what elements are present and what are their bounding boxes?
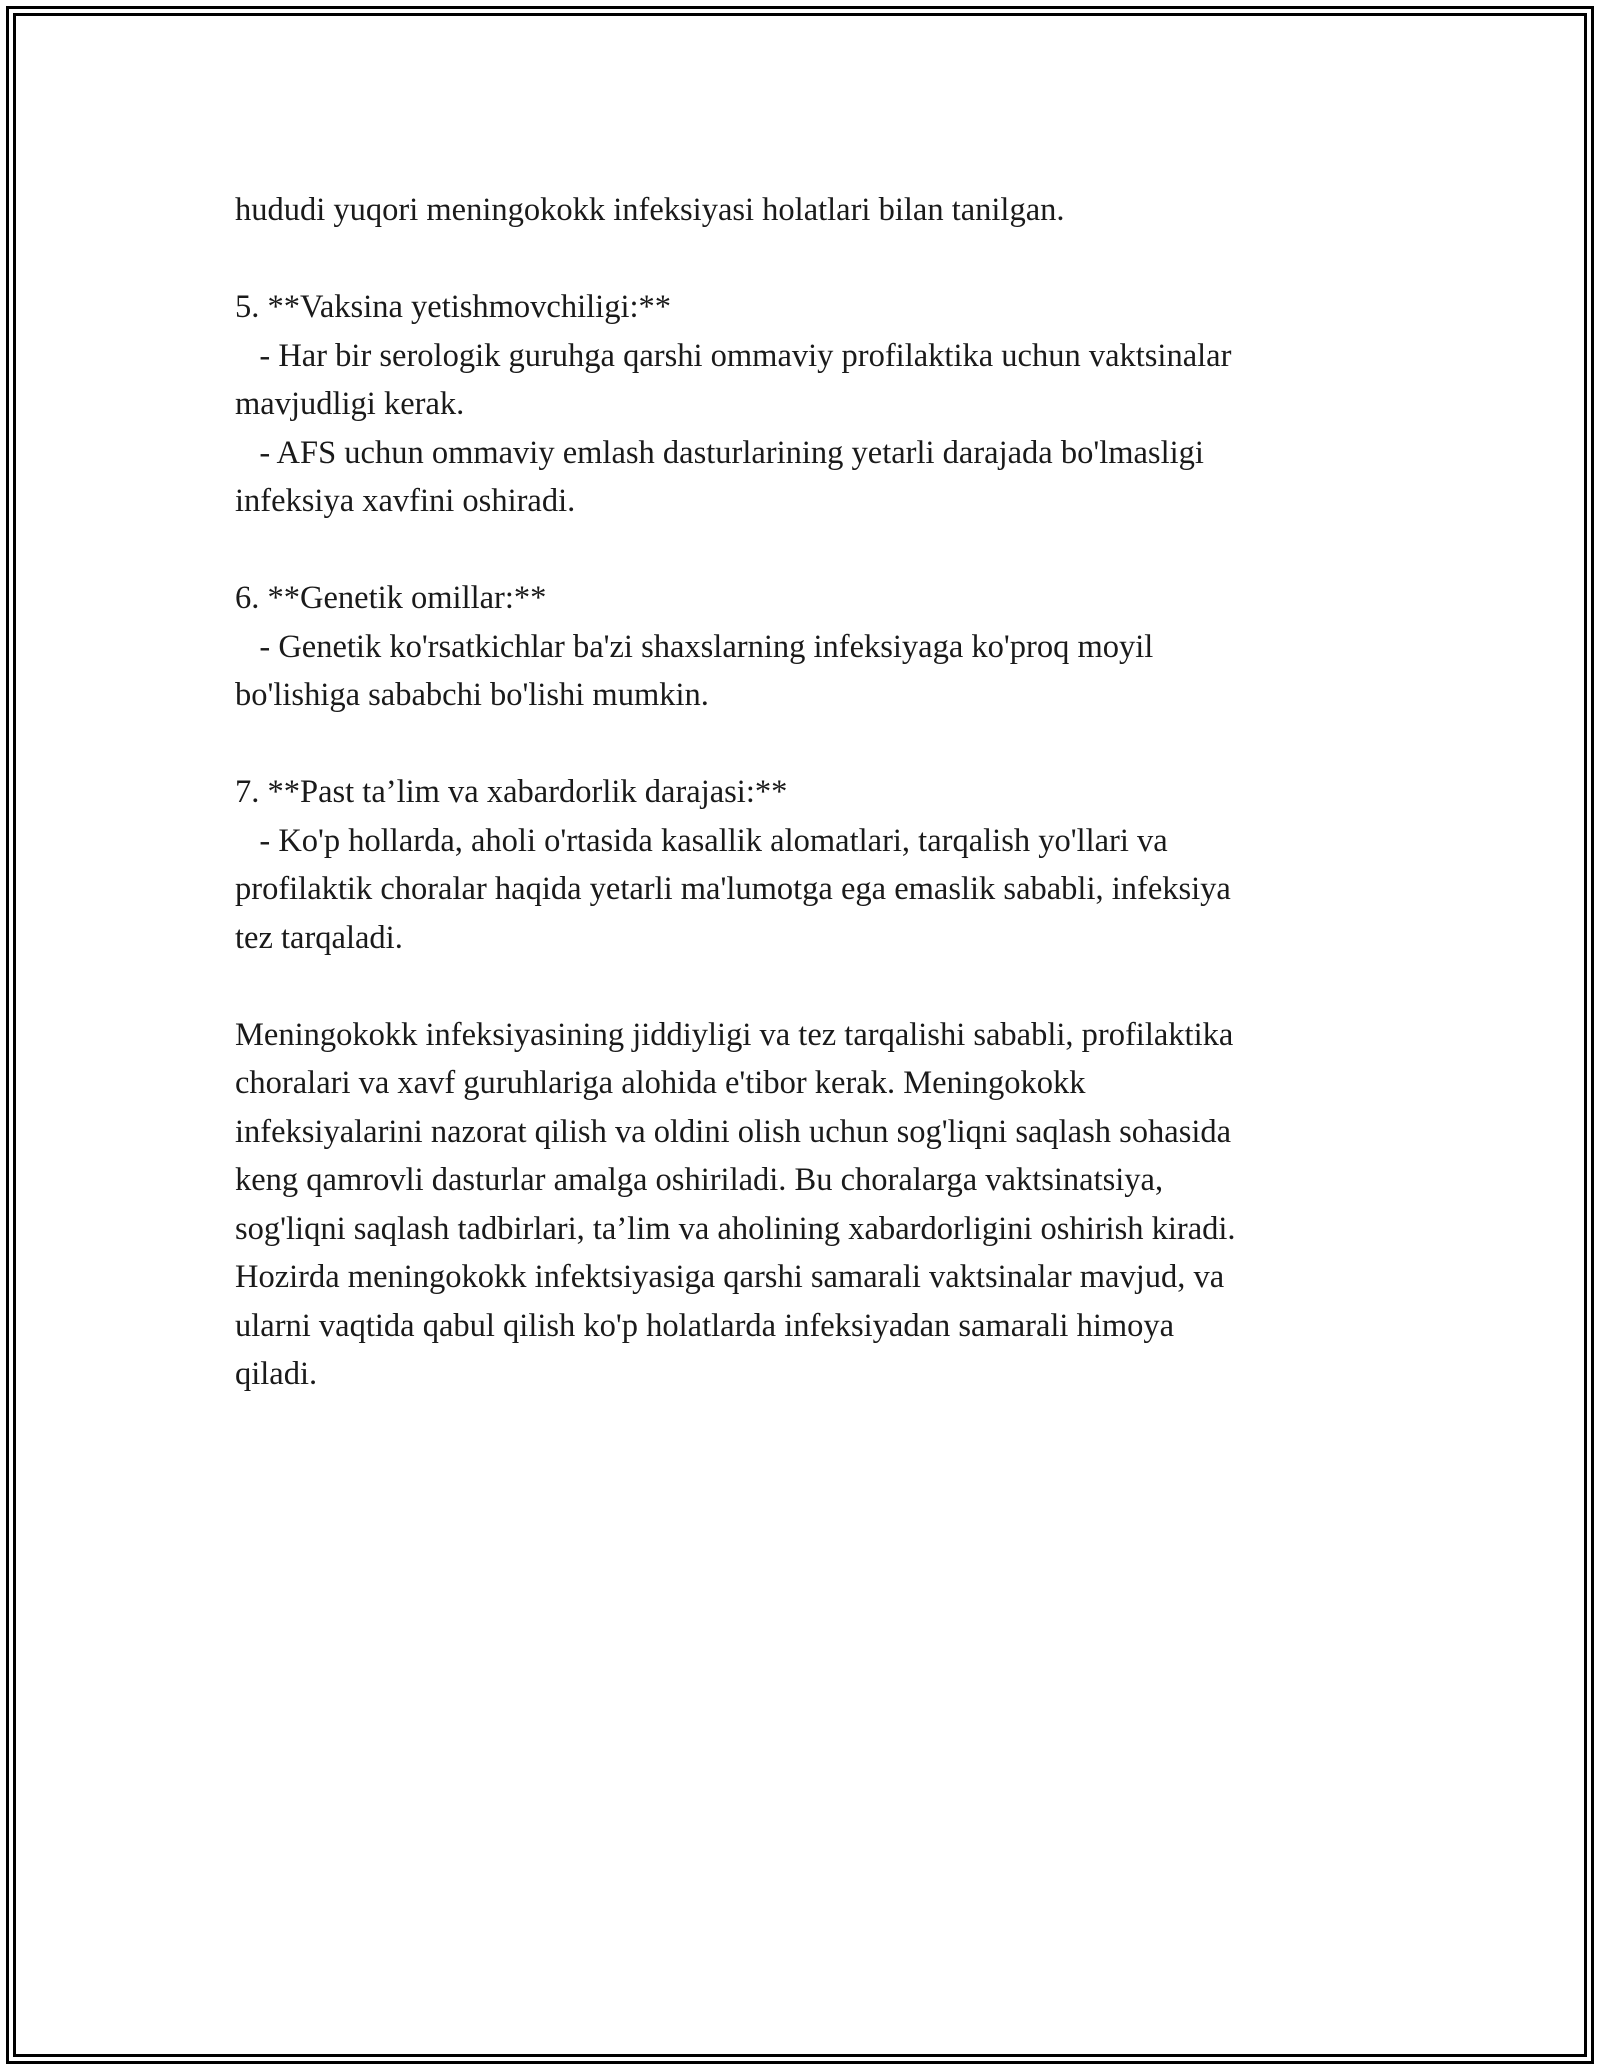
paragraph-gap xyxy=(235,235,1385,284)
section-5-line: - Har bir serologik guruhga qarshi ommaviy profilaktika uchun vaktsinalar xyxy=(235,337,1232,374)
section-6 xyxy=(235,574,1385,720)
section-6-line: bo'lishiga sababchi bo'lishi mumkin. xyxy=(235,677,709,713)
conclusion-line: Meningokokk infeksiyasining jiddiyligi va tez tarqalishi sababli, profilaktika xyxy=(235,1016,1234,1053)
conclusion-line: Hozirda meningokokk infektsiyasiga qarshi samarali vaktsinalar mavjud, va xyxy=(235,1259,1225,1295)
conclusion-line: choralari va xavf guruhlariga alohida e'tibor kerak. Meningokokk xyxy=(235,1065,1086,1101)
section-7-line: tez tarqaladi. xyxy=(235,919,403,956)
paragraph-gap xyxy=(235,962,1385,1011)
section-5-line: infeksiya xavfini oshiradi. xyxy=(235,483,576,519)
conclusion-paragraph xyxy=(235,1011,1385,1399)
section-5-line: mavjudligi kerak. xyxy=(235,386,465,422)
section-5-heading: 5. **Vaksina yetishmovchiligi:** xyxy=(235,289,672,325)
section-7-line: - Ko'p hollarda, aholi o'rtasida kasallik alomatlari, tarqalish yo'llari va xyxy=(235,822,1168,859)
conclusion-line: qiladi. xyxy=(235,1356,318,1392)
paragraph-gap xyxy=(235,720,1385,769)
conclusion-line: sog'liqni saqlash tadbirlari, ta’lim va aholining xabardorligini oshirish kiradi. xyxy=(235,1210,1236,1247)
section-6-line: - Genetik ko'rsatkichlar ba'zi shaxslarning infeksiyaga ko'proq moyil xyxy=(235,628,1154,665)
document-body xyxy=(235,186,1385,1399)
section-5 xyxy=(235,283,1385,526)
section-6-heading: 6. **Genetik omillar:** xyxy=(235,580,547,616)
section-7-line: profilaktik choralar haqida yetarli ma'lumotga ega emaslik sababli, infeksiya xyxy=(235,871,1231,907)
section-7-heading: 7. **Past ta’lim va xabardorlik darajasi:** xyxy=(235,774,788,810)
conclusion-line: infeksiyalarini nazorat qilish va oldini olish uchun sog'liqni saqlash sohasida xyxy=(235,1113,1232,1150)
conclusion-line: keng qamrovli dasturlar amalga oshiriladi. Bu choralarga vaktsinatsiya, xyxy=(235,1162,1164,1198)
opening-line: hududi yuqori meningokokk infeksiyasi holatlari bilan tanilgan. xyxy=(235,192,1065,228)
section-5-line: - AFS uchun ommaviy emlash dasturlarining yetarli darajada bo'lmasligi xyxy=(235,434,1204,471)
paragraph-gap xyxy=(235,526,1385,575)
section-7 xyxy=(235,768,1385,962)
conclusion-line: ularni vaqtida qabul qilish ko'p holatlarda infeksiyadan samarali himoya xyxy=(235,1307,1175,1344)
